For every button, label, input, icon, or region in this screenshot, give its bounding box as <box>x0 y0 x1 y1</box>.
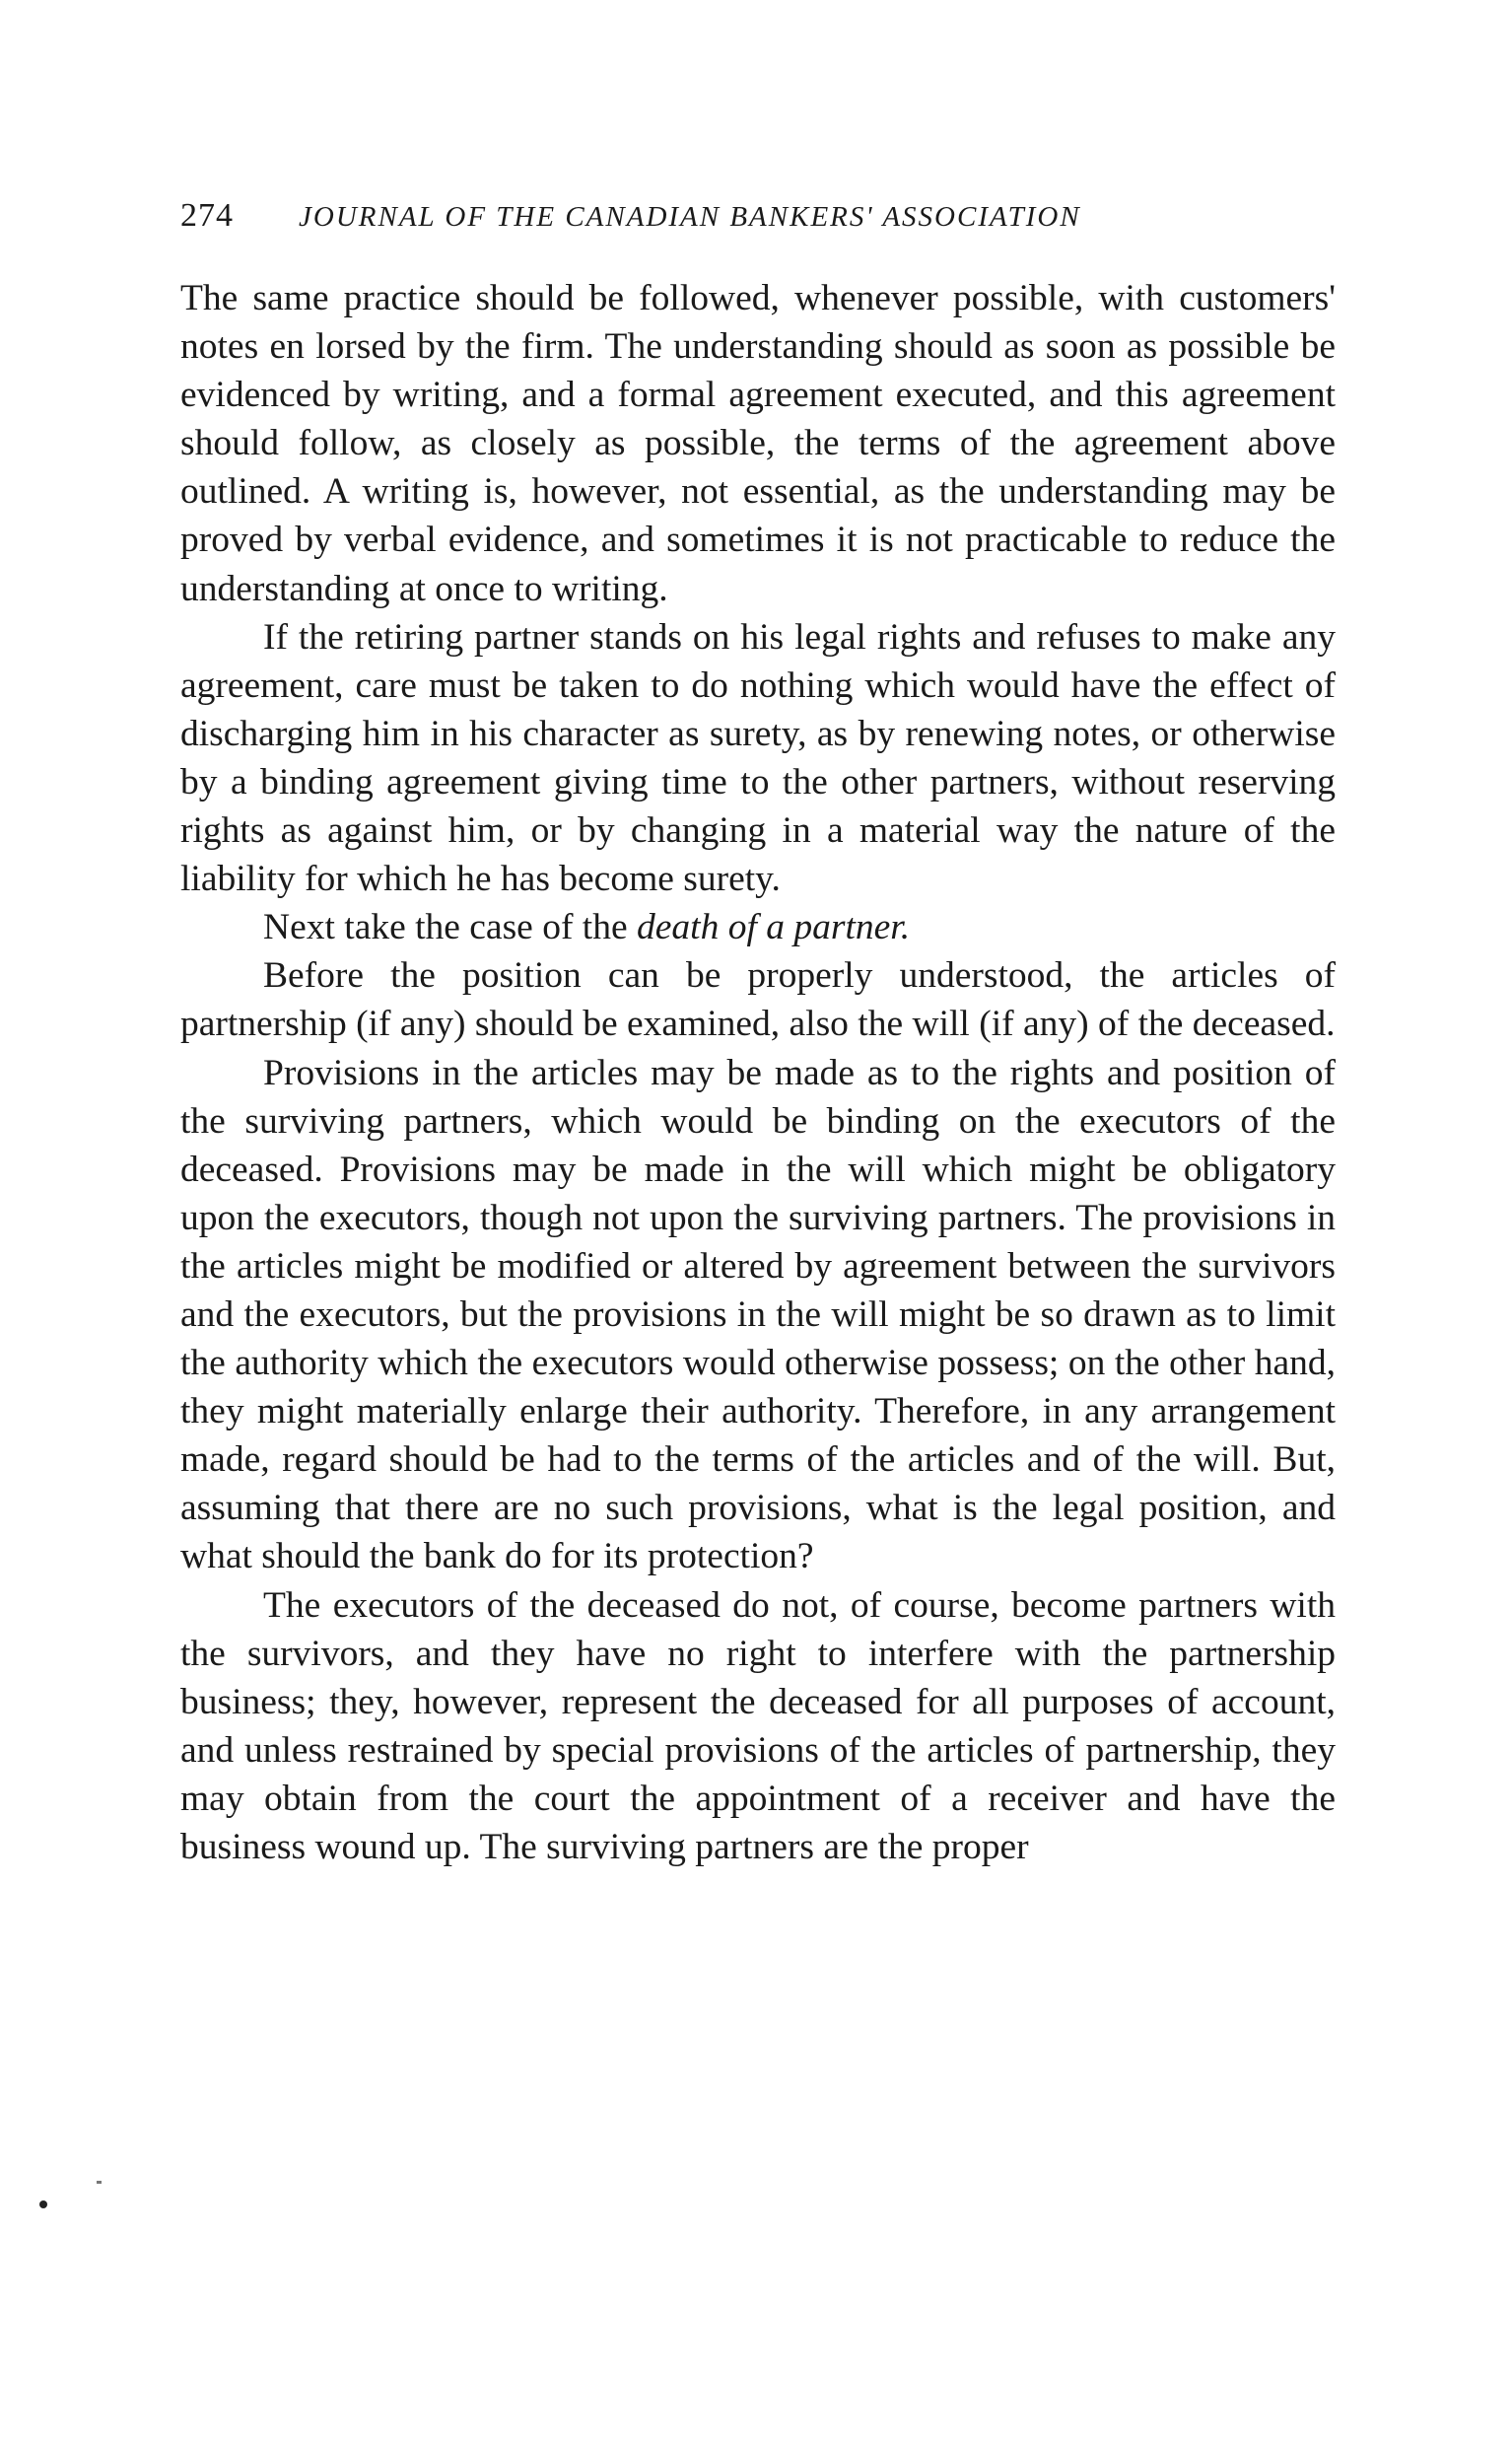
scan-speck-small <box>97 2181 102 2184</box>
scan-speck <box>39 2200 47 2208</box>
paragraph-6: The executors of the deceased do not, of course, become partners with the survivors, and they have no right to interfere with the partnership business; they, however, represent the deceased for all purposes of account, and unless restrained by special provisions of the articles of partnership, they may obtain from the court the appointment of a receiver and have the business wound up. The surviving partners are the proper <box>180 1584 1336 1867</box>
paragraph-3-italic: death of a partner. <box>637 907 911 948</box>
paragraph-4: Before the position can be properly understood, the articles of partnership (if any) should be examined, also the will (if any) of the deceased. <box>180 955 1336 1045</box>
paragraph-5: Provisions in the articles may be made as to the rights and position of the surviving partners, which would be binding on the executors of the deceased. Provisions may be made in the will which might be obligatory upon the executors, though not upon the surviving partners. The provisions in the articles might be modified or altered by agreement between the survivors and the executors, but the provisions in the will might be so drawn as to limit the authority which the executors would otherwise possess; on the other hand, they might materially enlarge their authority. Therefore, in any arrangement made, regard should be had to the terms of the articles and of the will. But, assuming that there are no such provisions, what is the legal position, and what should the bank do for its protection? <box>180 1052 1336 1577</box>
page <box>180 197 1336 1871</box>
paragraph-3-text: Next take the case of the <box>263 907 637 948</box>
running-head: JOURNAL OF THE CANADIAN BANKERS' ASSOCIATION <box>299 201 1081 233</box>
paragraph-3 <box>180 903 1336 951</box>
paragraph-1: The same practice should be followed, whenever possible, with customers' notes en lorsed by the firm. The understanding should as soon as possible be evidenced by writing, and a formal agreement executed, and this agreement should follow, as closely as possible, the terms of the agreement above outlined. A writing is, however, not essential, as the understanding may be proved by verbal evidence, and sometimes it is not practicable to reduce the understanding at once to writing. <box>180 278 1336 609</box>
page-header <box>180 197 1336 243</box>
page-number: 274 <box>180 197 234 234</box>
paragraph-2: If the retiring partner stands on his legal rights and refuses to make any agreement, care must be taken to do nothing which would have the effect of discharging him in his character as surety, as by renewing notes, or otherwise by a binding agreement giving time to the other partners, without reserving rights as against him, or by changing in a material way the nature of the liability for which he has become surety. <box>180 616 1336 900</box>
